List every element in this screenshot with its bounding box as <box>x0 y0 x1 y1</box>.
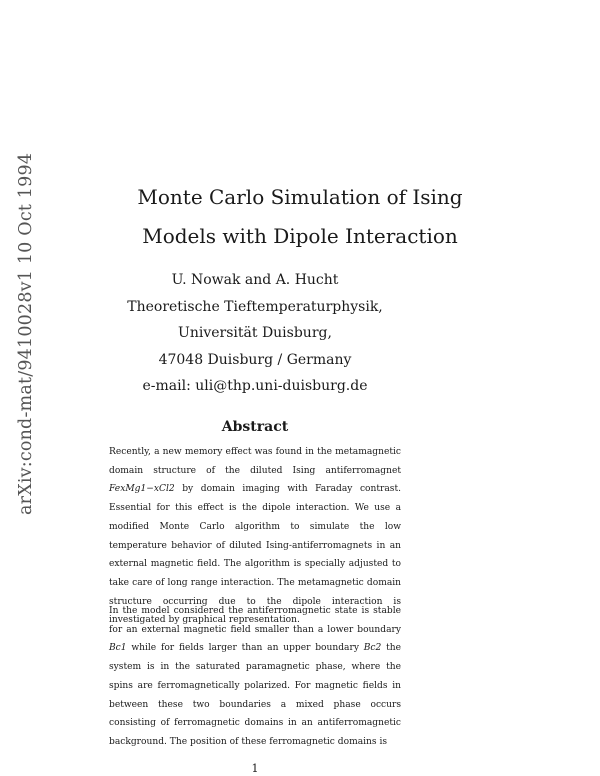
affiliation-line-1: Theoretische Tieftemperaturphysik, <box>127 299 383 315</box>
body-paragraph-1 <box>109 602 401 752</box>
upper-critical-field: Bc2 <box>363 643 382 654</box>
page-number: 1 <box>251 762 259 775</box>
chemical-formula: FexMg1−xCl2 <box>109 484 175 495</box>
abstract-text: Recently, a new memory effect was found in the metamagnetic domain structure of the diluted Ising antiferromagnet <box>109 447 401 476</box>
abstract-text: by domain imaging with Faraday contrast. Essential for this effect is the dipole interaction. We use a modified Monte Carlo algorithm to simulate the low temperature behavior of diluted Ising-antiferromagnets in an external magnetic field. The algorithm is specially adjusted to take care of long range interaction. The metamagnetic domain structure occurring due to the dipole interaction is investigated by graphical representation. <box>109 484 401 626</box>
abstract-heading: Abstract <box>221 419 289 435</box>
lower-critical-field: Bc1 <box>109 643 127 654</box>
body-text: while for fields larger than an upper boundary <box>126 643 364 654</box>
paper-title-line-2: Models with Dipole Interaction <box>142 224 458 248</box>
arxiv-identifier-stamp: arXiv:cond-mat/9410028v1 10 Oct 1994 <box>16 152 36 515</box>
authors: U. Nowak and A. Hucht <box>171 272 339 288</box>
affiliation-line-3: 47048 Duisburg / Germany <box>158 352 352 368</box>
body-text: In the model considered the antiferromagnetic state is stable for an external magnetic field smaller than a lower boundary <box>109 606 401 635</box>
affiliation-line-2: Universität Duisburg, <box>178 325 332 341</box>
email-address: e-mail: uli@thp.uni-duisburg.de <box>142 378 368 394</box>
body-text: the system is in the saturated paramagnetic phase, where the spins are ferromagnetically polarized. For magnetic fields in between these two boundaries a mixed phase occurs consisting of ferromagnetic domains in an antiferromagnetic background. The position of these ferromagnetic domains is <box>109 643 401 747</box>
paper-title-line-1: Monte Carlo Simulation of Ising <box>137 185 463 209</box>
